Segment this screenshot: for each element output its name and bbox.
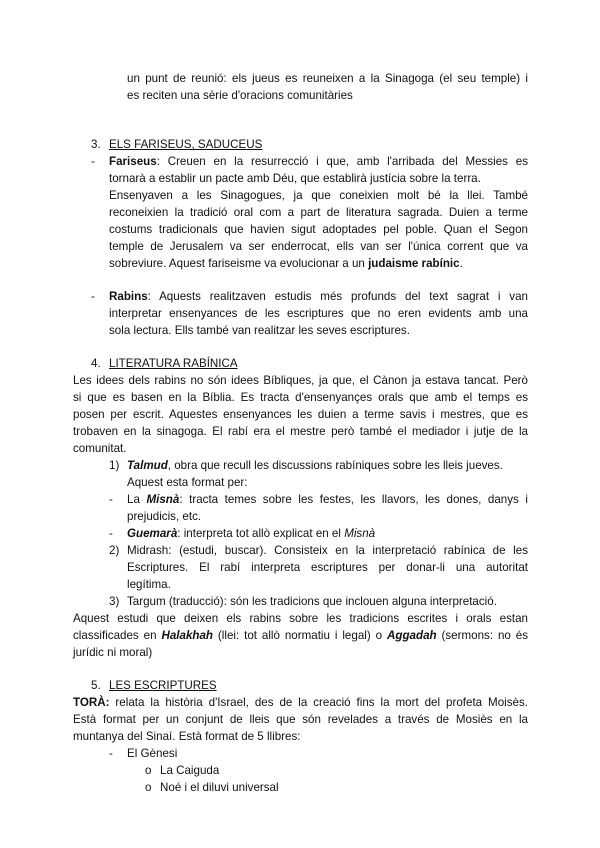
fariseus-text-7: sobreviure. Aquest fariseisme va evolucionar a un [109,257,369,270]
fariseus-line-6: temple de Jerusalem va ser enderrocat, ells van ser l'única corrent que va [109,240,528,253]
midrash-number: 2) [109,544,120,557]
section-3-heading: ELS FARISEUS, SADUCEUS [109,138,263,151]
sub-item-bullet-1: o [145,764,152,777]
genesi-item: El Gènesi [127,747,178,760]
rabins-bullet: - [91,290,95,303]
section-4-para-line-2: si que es basen en la Bíblia. Es tracta d'ensenyançes orals que amb el temps es [73,391,528,404]
fariseus-line-5: costums tradicionals que havien sigut adoptades pel poble. Quan el Segon [109,223,528,236]
section-4-para-line-3: posen per escrit. Aquestes ensenyances les duien a terme savis i mestres, que es [73,408,528,421]
fariseus-term: Fariseus [109,155,157,168]
genesi-bullet: - [109,747,113,760]
section-3-number: 3. [91,138,101,151]
section-5-heading: LES ESCRIPTURES [109,679,217,692]
fariseus-bullet: - [91,155,95,168]
misna-term: Misnà [146,493,180,506]
tora-line-3: muntanya del Sinaí. Està format de 5 llibres: [73,730,301,743]
midrash-line-2: Escriptures. El rabí interpreta escriptures per donar-li una autoritat [127,561,528,574]
guemara-line [127,525,375,542]
guemara-bullet: - [109,527,113,540]
closing-line-2 [73,627,528,644]
misna-line-2: prejudicis, etc. [127,510,202,523]
misna-text-1: : tracta temes sobre les festes, les llavors, les dones, danys i [179,493,528,506]
rabins-term: Rabins [109,290,148,303]
tora-line-2: Està format per un conjunt de lleis que són revelades a través de Mosiès en la [73,713,528,726]
misna-bullet: - [109,493,113,506]
fariseus-line-4: reconeixien la tradició oral com a part de literatura sagrada. Duien a terme [109,206,528,219]
guemara-text: : interpreta tot allò explicat en el [177,527,345,540]
section-4-para-line-4: trobaven en la sinagoga. El rabí era el mestre però també el mediador i jutje de la [73,425,528,438]
section-4-heading: LITERATURA RABÍNICA [109,357,238,370]
midrash-line-1: Midrash: (estudi, buscar). Consisteix en la interpretació rabínica de les [127,544,528,557]
fariseus-line-1 [109,153,528,170]
sub-item-bullet-2: o [145,781,152,794]
section-5-number: 5. [91,679,101,692]
fariseus-line-3: Ensenyaven a les Sinagogues, ja que coneixien molt bé la llei. També [109,189,528,202]
fariseus-text-1: : Creuen en la resurrecció i que, amb l'arribada del Messies es [156,155,528,168]
talmud-number: 1) [109,459,120,472]
fariseus-line-2: tornarà a establir un pacte amb Déu, que establirà justícia sobre la terra. [109,172,481,185]
rabins-line-3: sola lectura. Ells també van realitzar les seves escriptures. [109,324,410,337]
tora-text-1: relata la història d'Israel, des de la creació fins la mort del profeta Moisès. [109,696,528,709]
closing-line-3: jurídic ni moral) [73,646,153,659]
talmud-line-2: Aquest esta format per: [127,476,248,489]
targum-line: Targum (traducció): són les tradicions que inclouen alguna interpretació. [127,595,497,608]
tora-term: TORÀ: [73,696,110,709]
talmud-text-1: , obra que recull les discussions rabíniques sobre les lleis jueves. [167,459,503,472]
judaisme-rabinic-term: judaisme rabínic [368,257,460,270]
misna-pre: La [127,493,147,506]
talmud-line-1 [127,457,503,474]
rabins-line-1 [109,288,528,305]
guemara-ref: Misnà [344,527,376,540]
rabins-text-1: : Aquests realitzaven estudis més profunds del text sagrat i van [147,290,528,303]
intro-line-1: un punt de reunió: els jueus es reuneixen a la Sinagoga (el seu temple) i [127,72,528,85]
intro-line-2: es reciten una sèrie d'oracions comunitàries [127,89,353,102]
fariseus-end: . [459,257,463,270]
aggadah-term: Aggadah [387,629,437,642]
guemara-term: Guemarà [127,527,178,540]
closing-mid: (llei: tot allò normatiu i legal) o [213,629,387,642]
section-4-para-line-1: Les idees dels rabins no són idees Bíbliques, ja que, el Cànon ja estava tancat. Però [73,374,528,387]
tora-line-1 [73,694,528,711]
sub-item-noe: Noé i el diluvi universal [160,781,279,794]
fariseus-line-7 [109,255,463,272]
rabins-line-2: interpretar ensenyances de les escriptures que no eren evidents amb una [109,307,528,320]
talmud-term: Talmud [127,459,168,472]
closing-pre: classificades en [73,629,162,642]
halakhah-term: Halakhah [161,629,214,642]
misna-line-1 [127,491,528,508]
closing-line-1: Aquest estudi que deixen els rabins sobre les tradicions escrites i orals estan [73,612,528,625]
section-4-number: 4. [91,357,101,370]
targum-number: 3) [109,595,120,608]
midrash-line-3: legítima. [127,578,171,591]
closing-end: (sermons: no és [436,629,529,642]
section-4-para-line-5: comunitat. [73,442,127,455]
sub-item-caiguda: La Caiguda [160,764,220,777]
